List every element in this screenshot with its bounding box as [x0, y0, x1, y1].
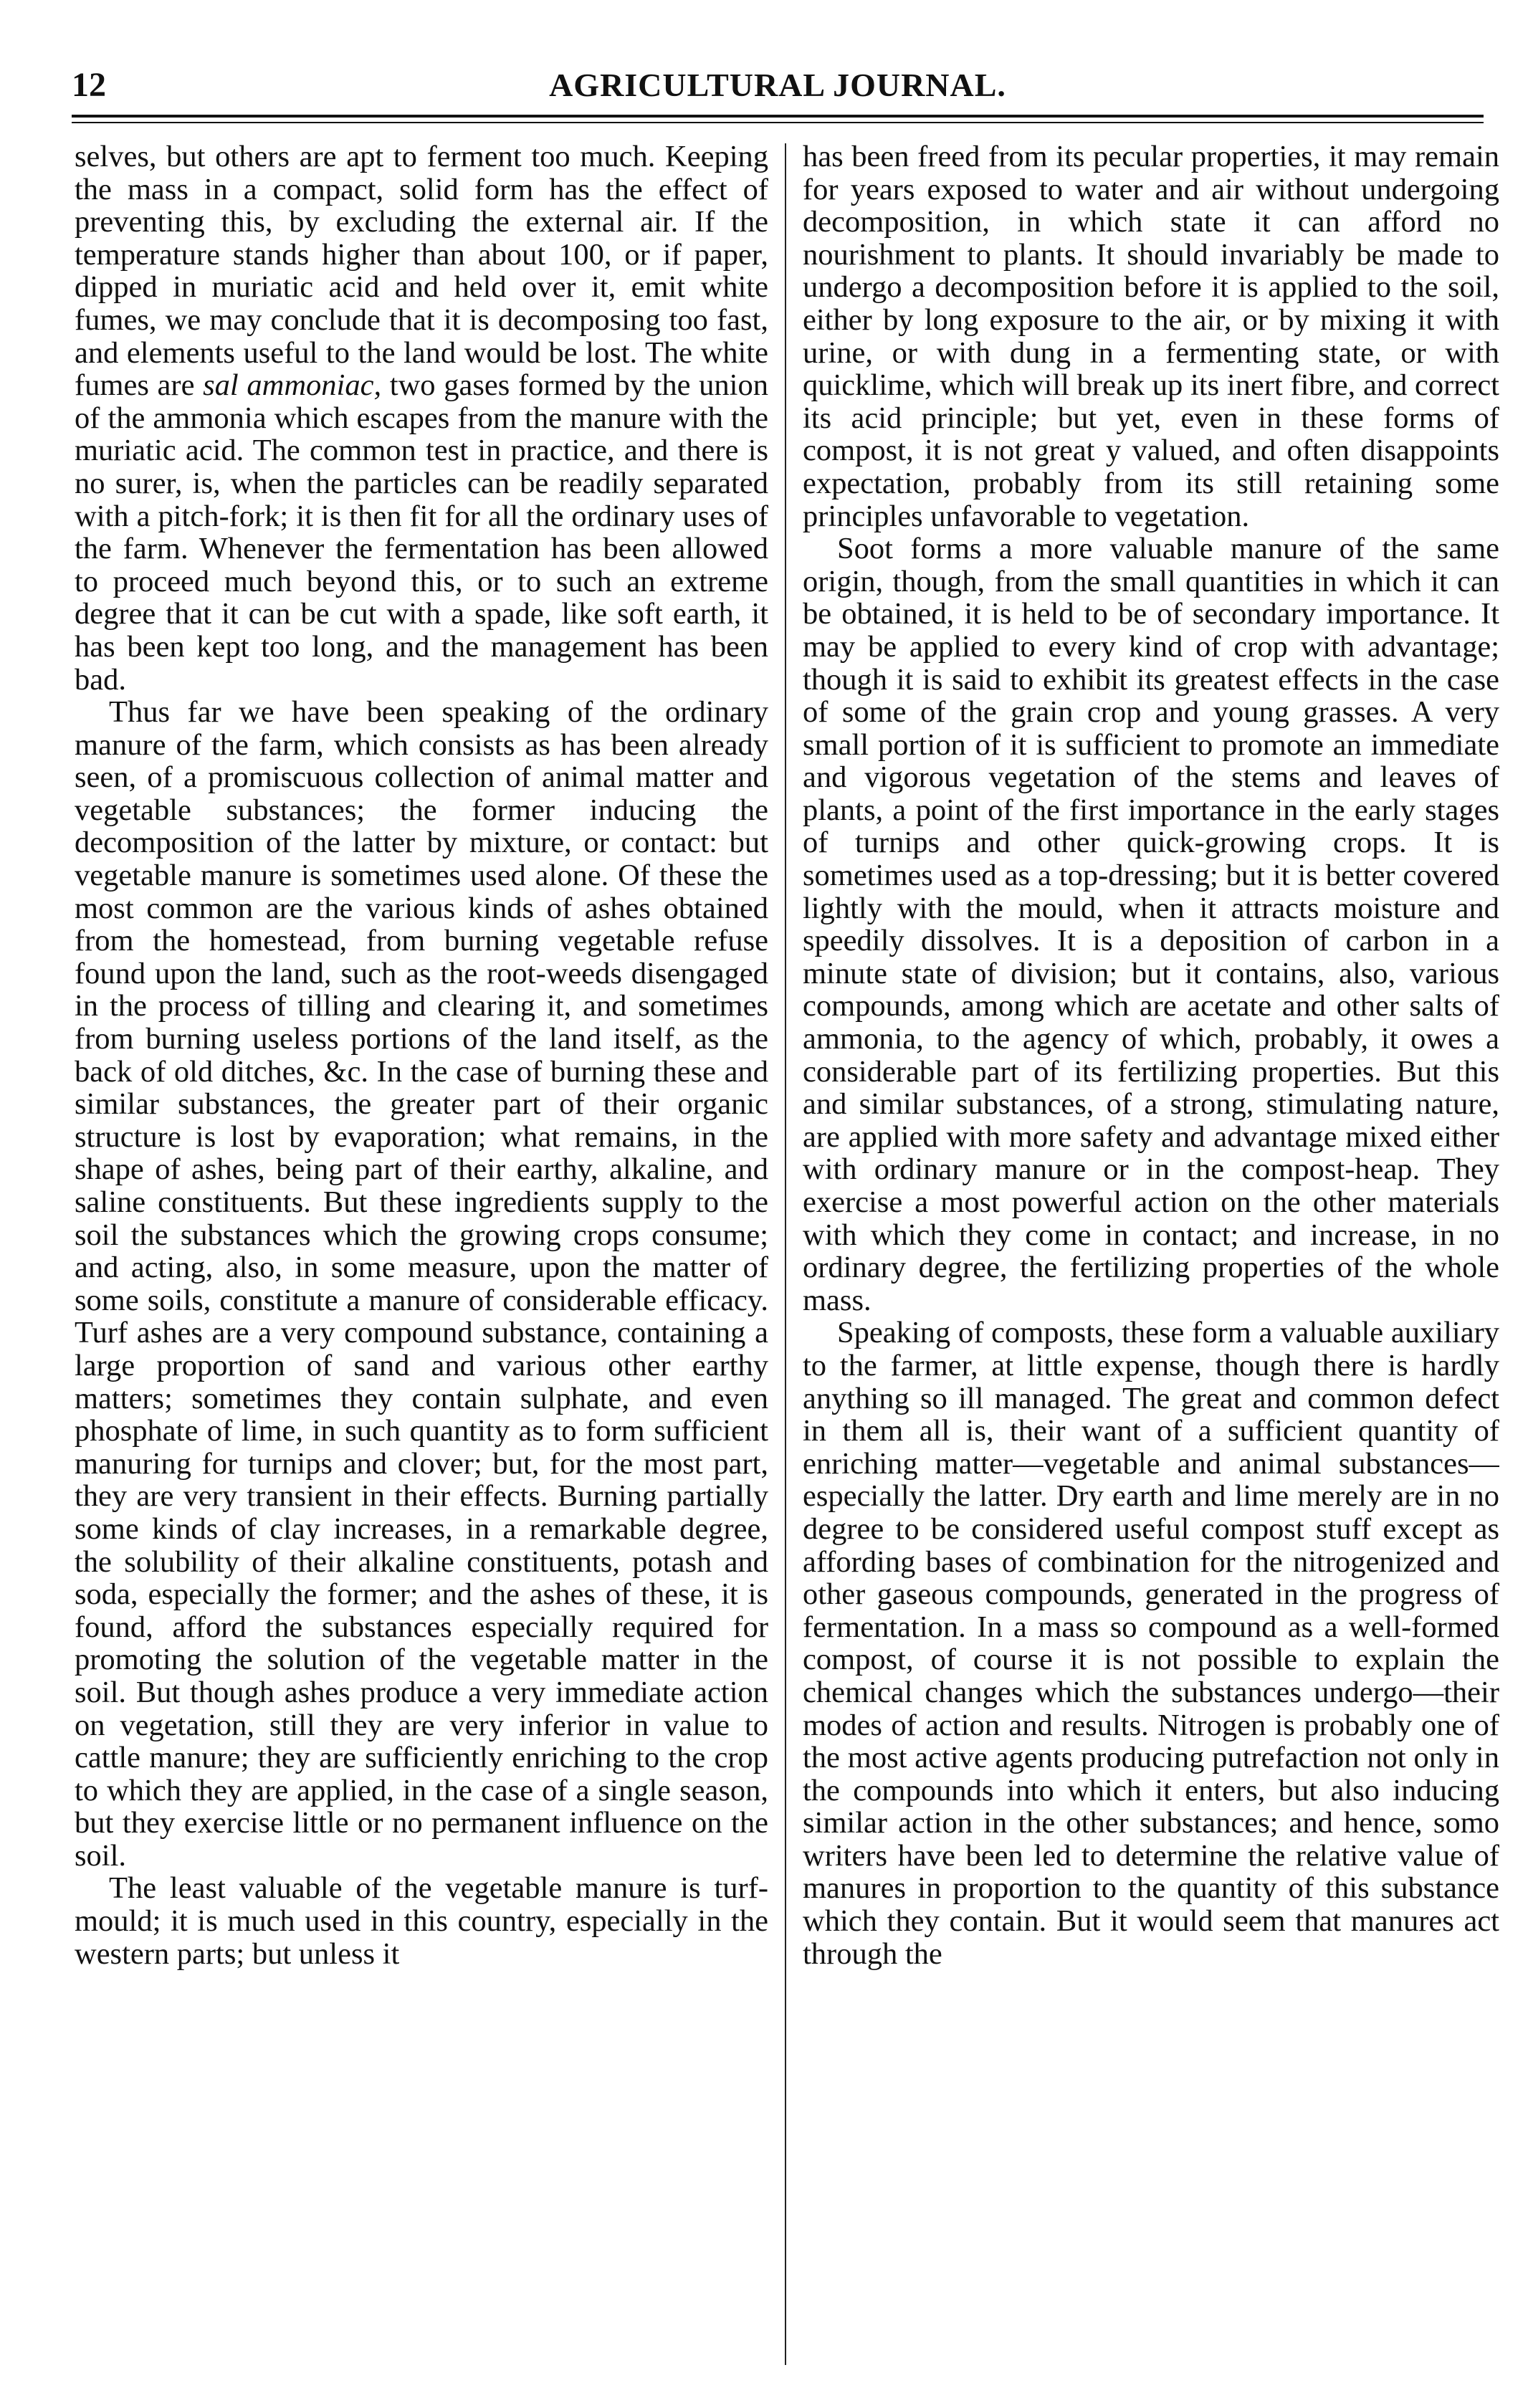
left-paragraph-1-emphasis: sal ammoniac,: [203, 368, 382, 403]
column-divider: [785, 143, 786, 2365]
left-paragraph-2: Thus far we have been speaking of the ordinary manure of the farm, which consists as has been already seen, of a promiscuous collection of animal matter and vegetable substances; the former inducing the decomposition of the latter by mixture, or contact: but vegetable manure is sometimes used alone. Of these the most common are the various kinds of ashes obtained from the homestead, from burning vegetable refuse found upon the land, such as the root-weeds disengaged in the process of tilling and clearing it, and sometimes from burning useless portions of the land itself, as the back of old ditches, &c. In the case of burning these and similar substances, the greater part of their organic structure is lost by evaporation; what remains, in the shape of ashes, being part of their earthy, alkaline, and saline constituents. But these ingredients supply to the soil the substances which the growing crops consume; and acting, also, in some measure, upon the matter of some soils, constitute a manure of considerable efficacy. Turf ashes are a very compound substance, containing a large proportion of sand and various other earthy matters; sometimes they contain sulphate, and even phosphate of lime, in such quantity as to form sufficient manuring for turnips and clover; but, for the most part, they are very transient in their effects. Burning partially some kinds of clay increases, in a remarkable degree, the solubility of their alkaline constituents, potash and soda, especially the former; and the ashes of these, it is found, afford the substances especially required for promoting the solution of the vegetable matter in the soil. But though ashes produce a very immediate action on vegetation, still they are very inferior in value to cattle manure; they are sufficiently enriching to the crop to which they are applied, in the case of a single season, but they exercise little or no permanent influence on the soil.: [75, 695, 768, 1873]
left-paragraph-3: The least valuable of the vegetable manure is turf-mould; it is much used in this country, especially in the western parts; but unless it: [75, 1871, 768, 1971]
left-column: [75, 140, 768, 2369]
header-rule-thin: [72, 122, 1484, 123]
left-paragraph-1: [75, 140, 768, 696]
page-header: [72, 60, 1484, 110]
header-rule: [72, 115, 1484, 118]
left-paragraph-1-text: selves, but others are apt to ferment too much. Keeping the mass in a compact, solid form has the effect of preventing this, by excluding the external air. If the temperature stands higher than about 100, or if paper, dipped in muriatic acid and held over it, emit white fumes, we may conclude that it is decomposing too fast, and elements useful to the land would be lost. The white fumes are: [75, 140, 768, 403]
right-column: [803, 140, 1499, 2369]
page-number: 12: [72, 66, 106, 104]
right-paragraph-3: Speaking of composts, these form a valuable auxiliary to the farmer, at little expense, though there is hardly anything so ill managed. The great and common defect in them all is, their want of a sufficient quantity of enriching matter—vegetable and animal substances—especially the latter. Dry earth and lime merely are in no degree to be considered useful compost stuff except as affording bases of combination for the nitrogenized and other gaseous compounds, generated in the progress of fermentation. In a mass so compound as a well-formed compost, of course it is not possible to explain the chemical changes which the substances undergo—their modes of action and results. Nitrogen is probably one of the most active agents producing putrefaction not only in the compounds into which it enters, but also inducing similar action in the other substances; and hence, somo writers have been led to determine the relative value of manures in proportion to the quantity of this substance which they contain. But it would seem that manures act through the: [803, 1316, 1499, 1971]
right-paragraph-1: has been freed from its pecular properties, it may remain for years exposed to water and air without undergoing decomposition, in which state it can afford no nourishment to plants. It should invariably be made to undergo a decomposition before it is applied to the soil, either by long exposure to the air, or by mixing it with urine, or with dung in a fermenting state, or with quicklime, which will break up its inert fibre, and correct its acid principle; but yet, even in these forms of compost, it is not great y valued, and often disappoints expectation, probably from its still retaining some principles unfavorable to vegetation.: [803, 140, 1499, 533]
right-paragraph-2: Soot forms a more valuable manure of the same origin, though, from the small quantities in which it can be obtained, it is held to be of secondary importance. It may be applied to every kind of crop with advantage; though it is said to exhibit its greatest effects in the case of some of the grain crop and young grasses. A very small portion of it is sufficient to promote an immediate and vigorous vegetation of the stems and leaves of plants, a point of the first importance in the early stages of turnips and other quick-growing crops. It is sometimes used as a top-dressing; but it is better covered lightly with the mould, when it attracts moisture and speedily dissolves. It is a deposition of carbon in a minute state of division; but it contains, also, various compounds, among which are acetate and other salts of ammonia, to the agency of which, probably, it owes a considerable part of its fertilizing properties. But this and similar substances, of a strong, stimulating nature, are applied with more safety and advantage mixed either with ordinary manure or in the compost-heap. They exercise a most powerful action on the other materials with which they come in contact; and increase, in no ordinary degree, the fertilizing properties of the whole mass.: [803, 532, 1499, 1317]
left-paragraph-1-text-end: two gases formed by the union of the ammonia which escapes from the manure with the muriatic acid. The common test in practice, and there is no surer, is, when the particles can be readily separated with a pitch-fork; it is then fit for all the ordinary uses of the farm. Whenever the fermentation has been allowed to proceed much beyond this, or to such an extreme degree that it can be cut with a spade, like soft earth, it has been kept too long, and the management has been bad.: [75, 368, 768, 697]
running-title: AGRICULTURAL JOURNAL.: [549, 67, 1006, 103]
